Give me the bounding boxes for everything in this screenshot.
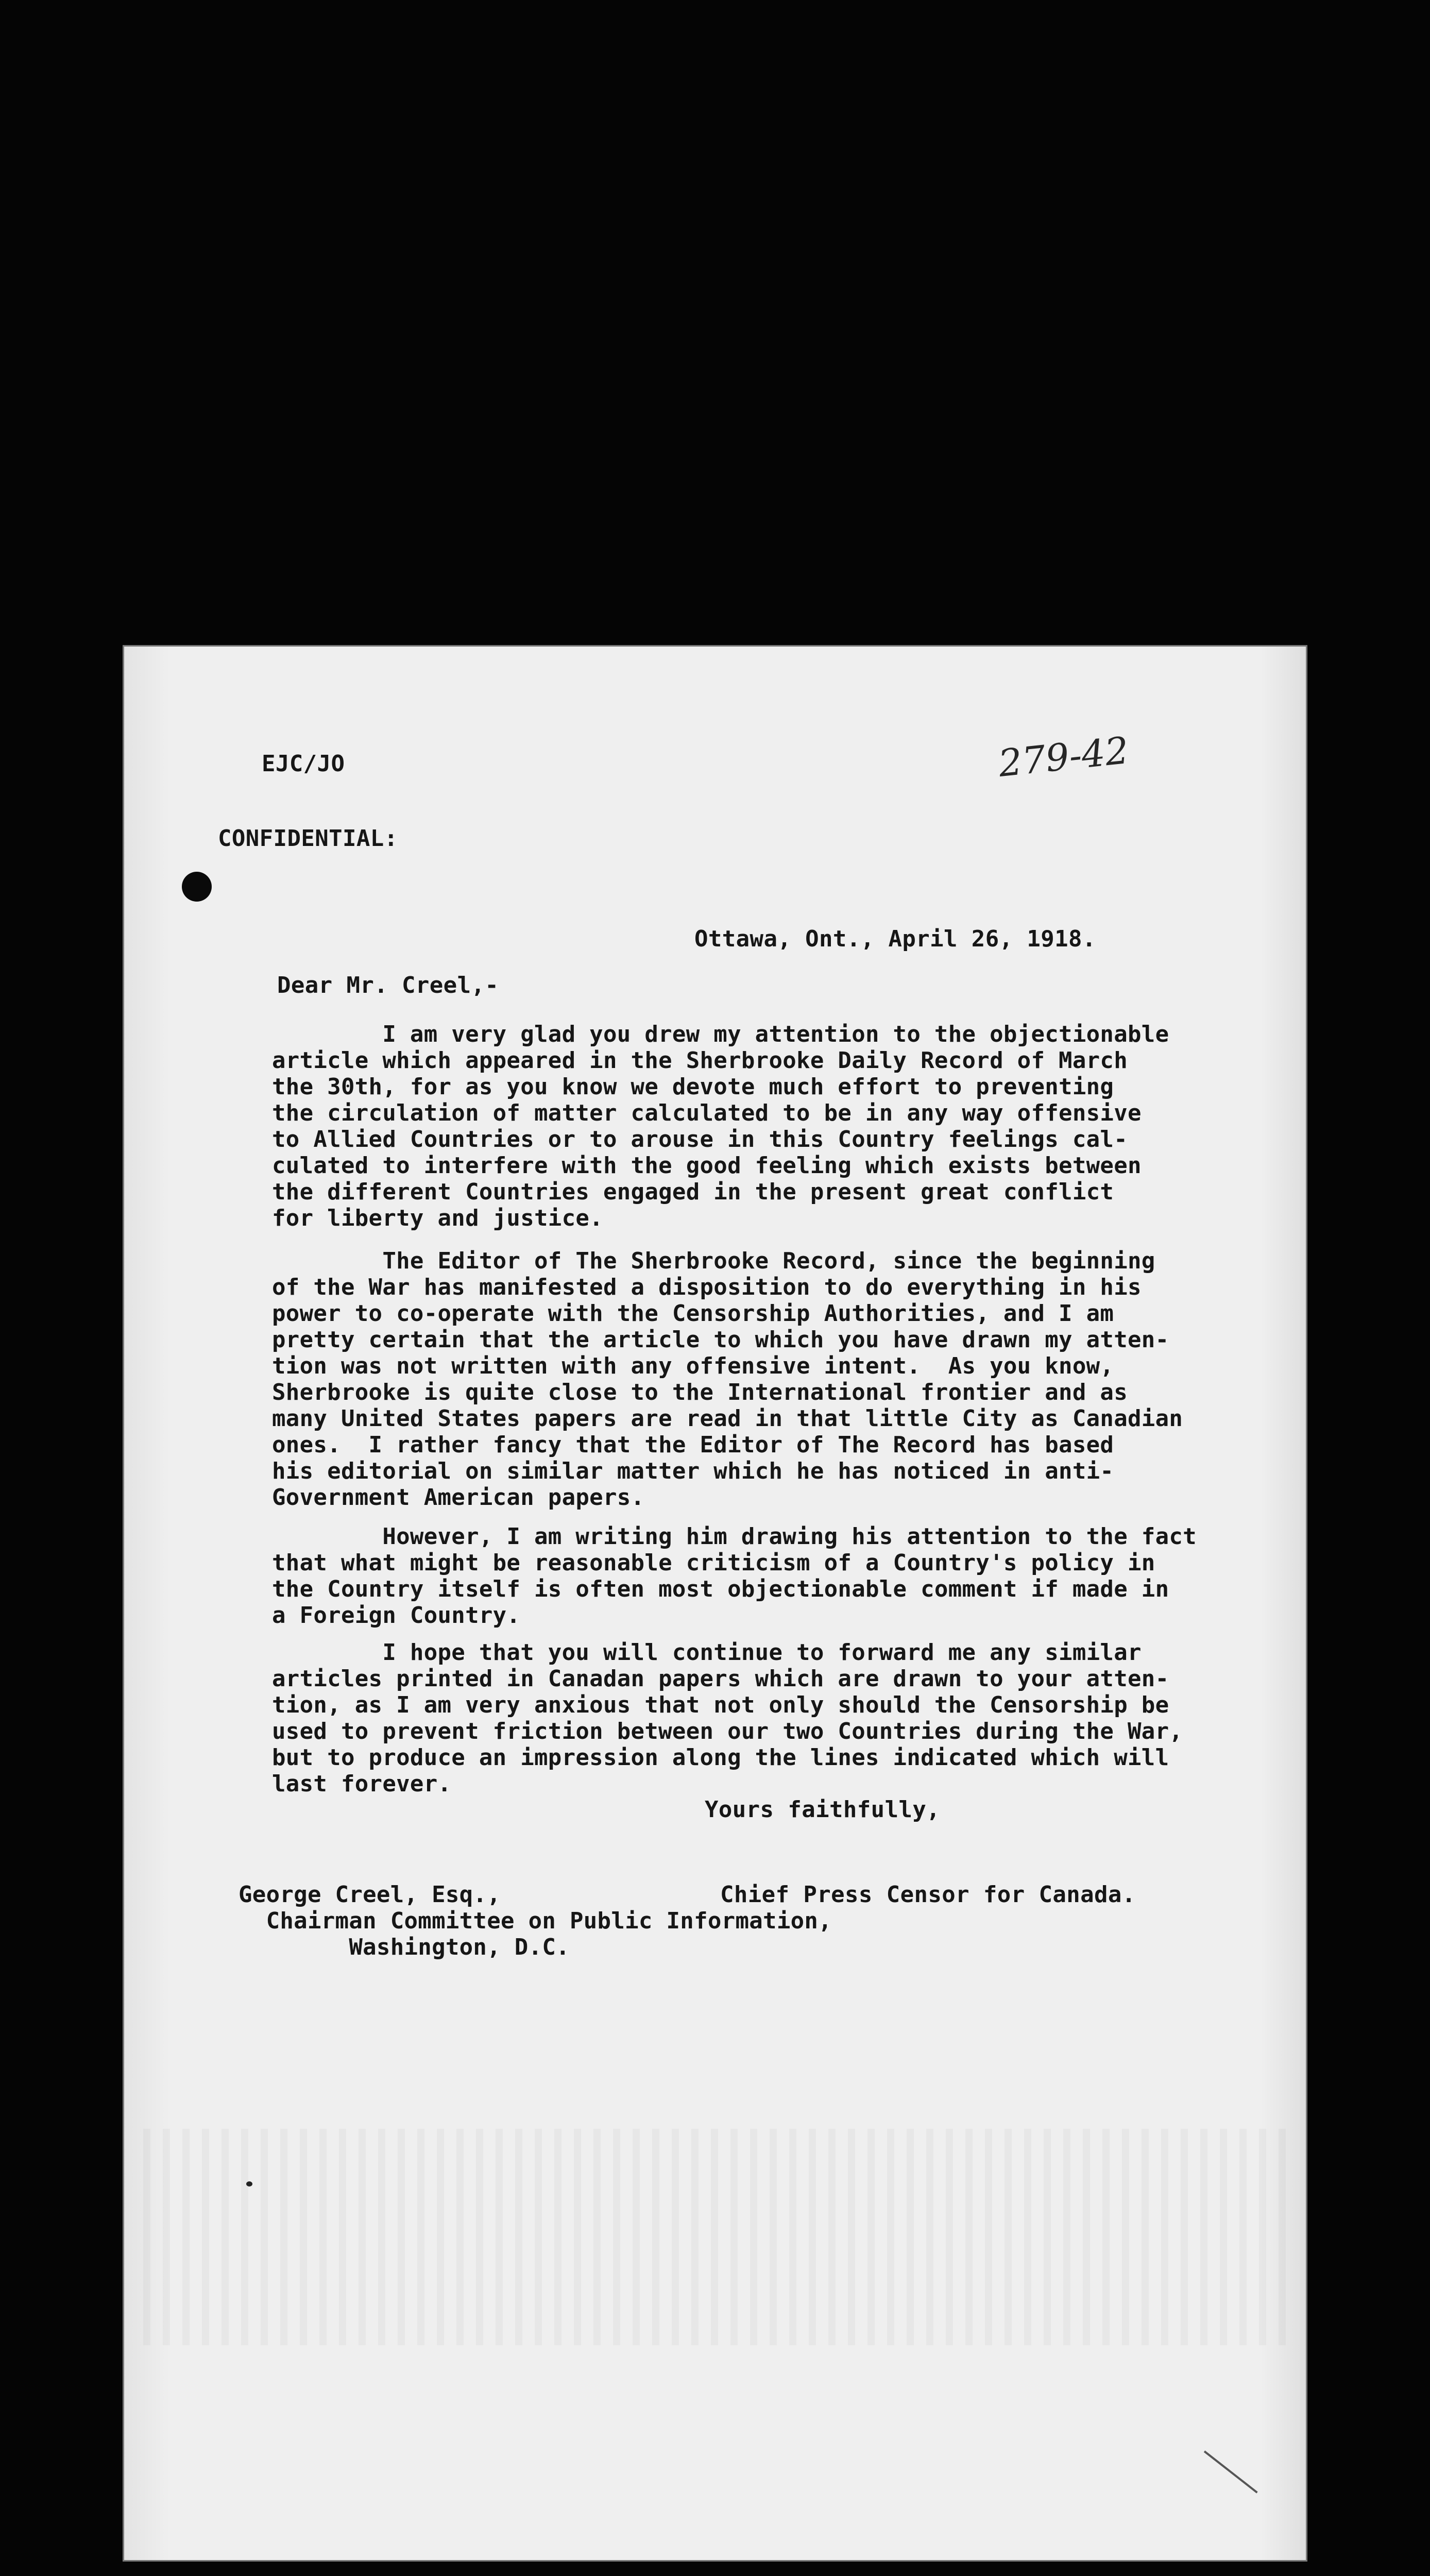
paragraph-line: articles printed in Canadan papers which are drawn to your atten- [272, 1666, 1169, 1692]
paragraph-line: but to produce an impression along the lines indicated which will [272, 1744, 1169, 1771]
paragraph-line: tion was not written with any offensive intent. As you know, [272, 1353, 1114, 1379]
paragraph-line: last forever. [272, 1771, 452, 1797]
ink-speck [246, 2181, 252, 2187]
confidential-heading: CONFIDENTIAL: [218, 825, 398, 852]
paragraph-line: used to prevent friction between our two Countries during the War, [272, 1718, 1183, 1744]
punch-hole [182, 872, 212, 902]
paragraph-line: The Editor of The Sherbrooke Record, since the beginning [272, 1248, 1155, 1274]
paragraph-line: pretty certain that the article to which you have drawn my atten- [272, 1327, 1169, 1353]
closing: Yours faithfully, [705, 1797, 941, 1823]
signatory-title: Chief Press Censor for Canada. [720, 1882, 1136, 1908]
place-and-date: Ottawa, Ont., April 26, 1918. [694, 926, 1096, 952]
paragraph-3 [272, 1523, 1197, 1629]
paragraph-line: many United States papers are read in that little City as Canadian [272, 1405, 1183, 1432]
scan-streaks [143, 2129, 1287, 2345]
paragraph-line: culated to interfere with the good feeling which exists between [272, 1153, 1142, 1179]
paragraph-line: that what might be reasonable criticism of a Country's policy in [272, 1550, 1155, 1576]
paragraph-line: a Foreign Country. [272, 1602, 521, 1629]
paragraph-4 [272, 1639, 1183, 1797]
recipient-line: George Creel, Esq., [239, 1882, 501, 1908]
recipient-line: Chairman Committee on Public Information, [239, 1908, 832, 1934]
salutation: Dear Mr. Creel,- [277, 972, 499, 998]
paragraph-line: the different Countries engaged in the present great conflict [272, 1179, 1114, 1205]
paragraph-line: I hope that you will continue to forward me any similar [272, 1639, 1142, 1666]
paragraph-line: power to co-operate with the Censorship Authorities, and I am [272, 1300, 1114, 1327]
letter-page [123, 645, 1307, 2562]
paragraph-line: Sherbrooke is quite close to the International frontier and as [272, 1379, 1128, 1405]
paragraph-line: the circulation of matter calculated to be in any way offensive [272, 1100, 1142, 1126]
paragraph-line: Government American papers. [272, 1484, 645, 1511]
paragraph-line: I am very glad you drew my attention to the objectionable [272, 1021, 1169, 1047]
paragraph-line: to Allied Countries or to arouse in this Country feelings cal- [272, 1126, 1128, 1153]
paragraph-2 [272, 1248, 1183, 1511]
paragraph-1 [272, 1021, 1169, 1231]
handwritten-file-number: 279-42 [996, 728, 1131, 786]
paragraph-line: article which appeared in the Sherbrooke Daily Record of March [272, 1047, 1128, 1074]
paragraph-line: his editorial on similar matter which he has noticed in anti- [272, 1458, 1114, 1484]
reference-initials: EJC/JO [262, 751, 345, 777]
paragraph-line: the 30th, for as you know we devote much effort to preventing [272, 1074, 1114, 1100]
paragraph-line: for liberty and justice. [272, 1205, 603, 1231]
paragraph-line: ones. I rather fancy that the Editor of The Record has based [272, 1432, 1114, 1458]
paragraph-line: of the War has manifested a disposition to do everything in his [272, 1274, 1142, 1300]
paragraph-line: the Country itself is often most objectionable comment if made in [272, 1576, 1169, 1602]
recipient-line: Washington, D.C. [239, 1934, 570, 1960]
scan-scratch [1204, 2450, 1258, 2493]
paragraph-line: tion, as I am very anxious that not only should the Censorship be [272, 1692, 1169, 1718]
paragraph-line: However, I am writing him drawing his attention to the fact [272, 1523, 1197, 1550]
